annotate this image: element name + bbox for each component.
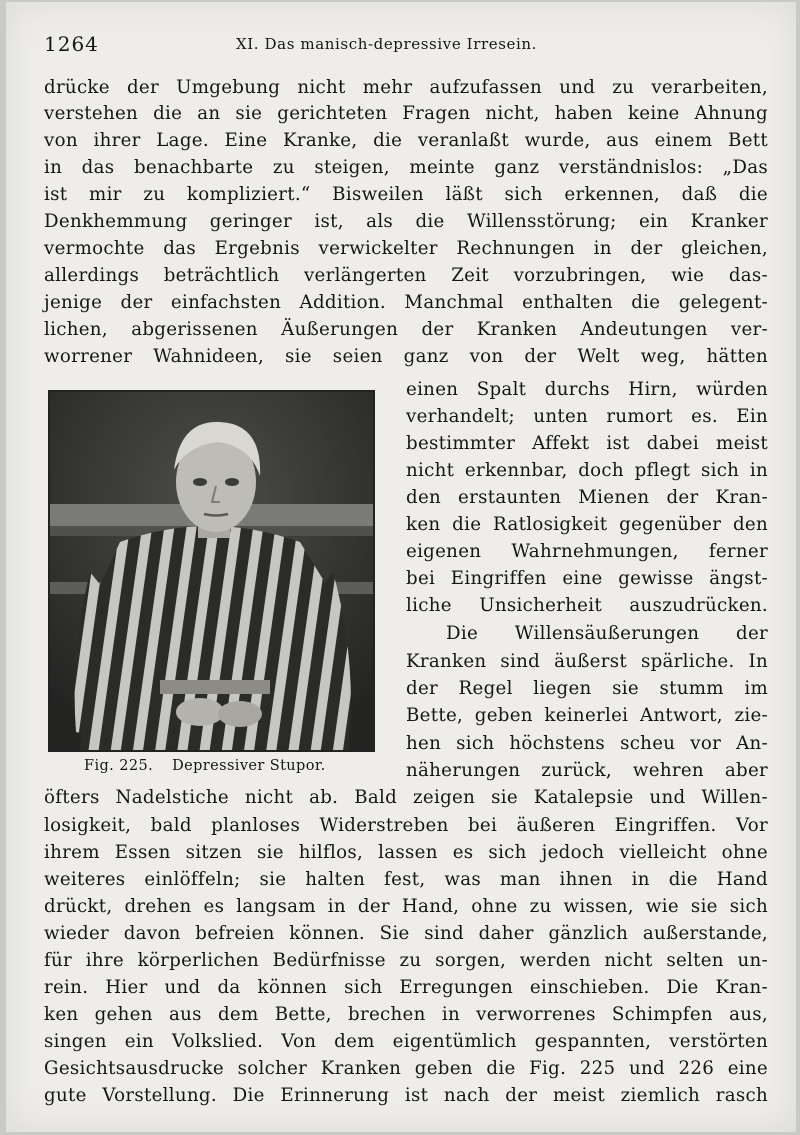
text-line: verhandelt; unten rumort es. Ein [406, 406, 768, 427]
text-line: allerdings beträchtlich verlängerten Zeit vorzubringen, wie das- [44, 265, 768, 286]
text-line: näherungen zurück, wehren aber [406, 760, 768, 781]
page-number: 1264 [44, 32, 99, 56]
text-line: liche Unsicherheit auszudrücken. [406, 595, 768, 616]
text-line: einen Spalt durchs Hirn, würden [406, 379, 768, 400]
text-line: bestimmter Affekt ist dabei meist [406, 433, 768, 454]
book-page [6, 2, 796, 1132]
text-line: jenige der einfachsten Addition. Manchmal enthalten die gelegent- [44, 292, 768, 313]
text-line: verstehen die an sie gerichteten Fragen nicht, haben keine Ahnung [44, 103, 768, 124]
text-line: Denkhemmung geringer ist, als die Willensstörung; ein Kranker [44, 211, 768, 232]
figure-caption [84, 758, 326, 774]
text-line: bei Eingriffen eine gewisse ängst- [406, 568, 768, 589]
figure-label: Fig. 225. [84, 758, 154, 774]
text-line: losigkeit, bald planloses Widerstreben bei äußeren Eingriffen. Vor [44, 815, 768, 836]
text-line: in das benachbarte zu steigen, meinte ganz verständnislos: „Das [44, 157, 768, 178]
text-line: der Regel liegen sie stumm im [406, 678, 768, 699]
text-line: lichen, abgerissenen Äußerungen der Kranken Andeutungen ver- [44, 319, 768, 340]
text-line: drückt, drehen es langsam in der Hand, ohne zu wissen, wie sie sich [44, 896, 768, 917]
text-line: gute Vorstellung. Die Erinnerung ist nach der meist ziemlich rasch [44, 1085, 768, 1106]
text-line: weiteres einlöffeln; sie halten fest, was man ihnen in die Hand [44, 869, 768, 890]
page-header [44, 32, 769, 60]
text-line: wieder davon befreien können. Sie sind daher gänzlich außerstande, [44, 923, 768, 944]
running-title: XI. Das manisch-depressive Irresein. [236, 35, 538, 53]
figure-photo [48, 390, 375, 752]
text-line: Die Willensäußerungen der [446, 623, 768, 644]
text-line: Kranken sind äußerst spärliche. In [406, 651, 768, 672]
text-line: ken gehen aus dem Bette, brechen in verworrenes Schimpfen aus, [44, 1004, 768, 1025]
text-line: ken die Ratlosigkeit gegenüber den [406, 514, 768, 535]
text-line: eigenen Wahrnehmungen, ferner [406, 541, 768, 562]
text-line: ihrem Essen sitzen sie hilflos, lassen es sich jedoch vielleicht ohne [44, 842, 768, 863]
text-line: den erstaunten Mienen der Kran- [406, 487, 768, 508]
text-line: ist mir zu kompliziert.“ Bisweilen läßt sich erkennen, daß die [44, 184, 768, 205]
text-line: worrener Wahnideen, sie seien ganz von der Welt weg, hätten [44, 346, 768, 367]
text-line: von ihrer Lage. Eine Kranke, die veranlaßt wurde, aus einem Bett [44, 130, 768, 151]
text-line: rein. Hier und da können sich Erregungen einschieben. Die Kran- [44, 977, 768, 998]
text-line: Bette, geben keinerlei Antwort, zie- [406, 705, 768, 726]
text-line: vermochte das Ergebnis verwickelter Rechnungen in der gleichen, [44, 238, 768, 259]
text-line: öfters Nadelstiche nicht ab. Bald zeigen sie Katalepsie und Willen- [44, 787, 768, 808]
text-line: singen ein Volkslied. Von dem eigentümlich gespannten, verstörten [44, 1031, 768, 1052]
text-line: für ihre körperlichen Bedürfnisse zu sorgen, werden nicht selten un- [44, 950, 768, 971]
text-line: Gesichtsausdrucke solcher Kranken geben die Fig. 225 und 226 eine [44, 1058, 768, 1079]
portrait-image [50, 392, 373, 750]
text-line: hen sich höchstens scheu vor An- [406, 733, 768, 754]
figure-caption-text: Depressiver Stupor. [172, 758, 326, 774]
text-line: nicht erkennbar, doch pflegt sich in [406, 460, 768, 481]
text-line: drücke der Umgebung nicht mehr aufzufassen und zu verarbeiten, [44, 77, 768, 98]
